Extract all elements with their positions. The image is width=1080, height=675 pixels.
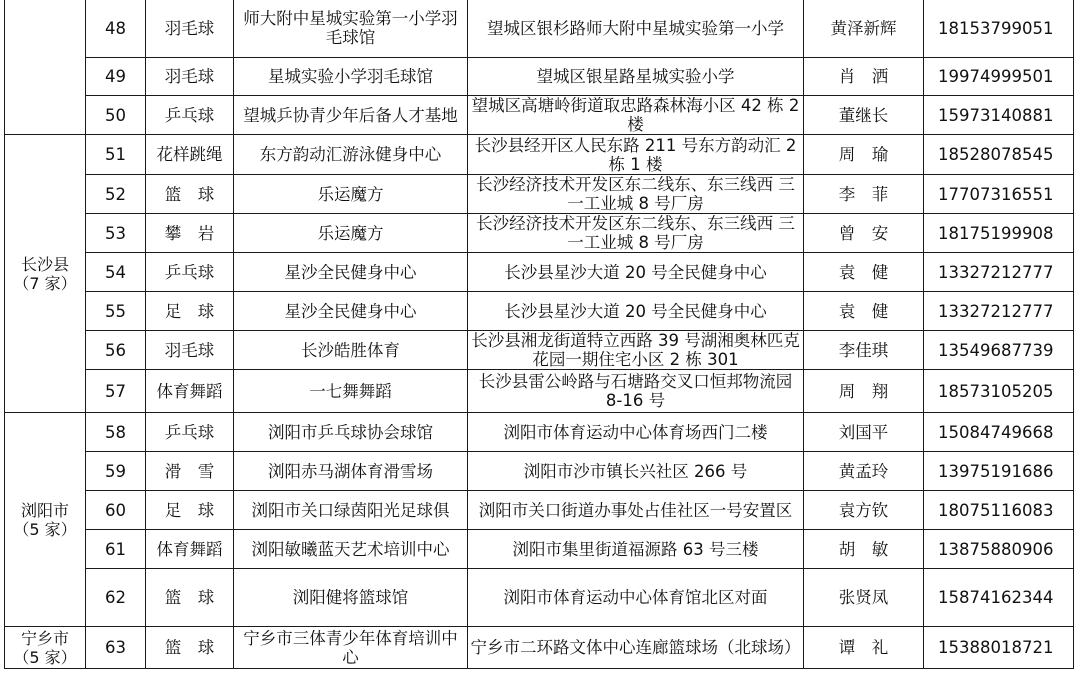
contact-cell: 周 瑜	[804, 135, 924, 175]
phone-cell: 18153799051	[924, 0, 1074, 58]
table-row	[5, 175, 1074, 214]
sport-cell: 乒乓球	[146, 413, 234, 452]
table-row	[5, 530, 1074, 569]
phone-cell: 13549687739	[924, 331, 1074, 370]
row-number: 53	[86, 214, 146, 253]
row-number: 57	[86, 370, 146, 413]
address-cell: 长沙县经开区人民东路 211 号东方韵动汇 2 栋 1 楼	[468, 135, 804, 175]
table-row	[5, 370, 1074, 413]
table-row	[5, 58, 1074, 96]
phone-cell: 19974999501	[924, 58, 1074, 96]
region-cell	[5, 0, 86, 135]
address-cell: 长沙经济技术开发区东二线东、东三线西 三一工业城 8 号厂房	[468, 175, 804, 214]
row-number: 61	[86, 530, 146, 569]
row-number: 62	[86, 569, 146, 627]
table-row	[5, 331, 1074, 370]
contact-cell: 周 翔	[804, 370, 924, 413]
contact-cell: 袁 健	[804, 253, 924, 292]
table-row	[5, 135, 1074, 175]
row-number: 59	[86, 452, 146, 491]
contact-cell: 曾 安	[804, 214, 924, 253]
phone-cell: 17707316551	[924, 175, 1074, 214]
venue-cell: 宁乡市三体青少年体育培训中心	[234, 627, 468, 669]
address-cell: 长沙县星沙大道 20 号全民健身中心	[468, 253, 804, 292]
address-cell: 望城区银杉路师大附中星城实验第一小学	[468, 0, 804, 58]
phone-cell: 13327212777	[924, 253, 1074, 292]
contact-cell: 张贤凤	[804, 569, 924, 627]
sport-cell: 攀 岩	[146, 214, 234, 253]
venue-cell: 星沙全民健身中心	[234, 292, 468, 331]
address-cell: 长沙县湘龙街道特立西路 39 号湖湘奥林匹克花园一期住宅小区 2 栋 301	[468, 331, 804, 370]
address-cell: 长沙县雷公岭路与石塘路交叉口恒邦物流园 8-16 号	[468, 370, 804, 413]
contact-cell: 谭 礼	[804, 627, 924, 669]
sport-cell: 羽毛球	[146, 58, 234, 96]
phone-cell: 15388018721	[924, 627, 1074, 669]
phone-cell: 15084749668	[924, 413, 1074, 452]
venue-cell: 乐运魔方	[234, 175, 468, 214]
sport-cell: 篮 球	[146, 627, 234, 669]
address-cell: 浏阳市集里街道福源路 63 号三楼	[468, 530, 804, 569]
table-row	[5, 214, 1074, 253]
sport-cell: 足 球	[146, 491, 234, 530]
address-cell: 浏阳市沙市镇长兴社区 266 号	[468, 452, 804, 491]
table-row	[5, 452, 1074, 491]
venue-cell: 星沙全民健身中心	[234, 253, 468, 292]
sport-cell: 花样跳绳	[146, 135, 234, 175]
sport-cell: 乒乓球	[146, 253, 234, 292]
venue-cell: 师大附中星城实验第一小学羽毛球馆	[234, 0, 468, 58]
row-number: 50	[86, 96, 146, 135]
venue-cell: 浏阳敏曦蓝天艺术培训中心	[234, 530, 468, 569]
venue-table	[4, 0, 1074, 669]
table-row	[5, 491, 1074, 530]
phone-cell: 13327212777	[924, 292, 1074, 331]
venue-cell: 乐运魔方	[234, 214, 468, 253]
address-cell: 宁乡市二环路文体中心连廊篮球场（北球场）	[468, 627, 804, 669]
venue-table-body	[5, 0, 1074, 669]
table-row	[5, 0, 1074, 58]
address-cell: 浏阳市关口街道办事处占佳社区一号安置区	[468, 491, 804, 530]
contact-cell: 胡 敏	[804, 530, 924, 569]
row-number: 54	[86, 253, 146, 292]
table-row	[5, 413, 1074, 452]
contact-cell: 肖 洒	[804, 58, 924, 96]
phone-cell: 18175199908	[924, 214, 1074, 253]
contact-cell: 袁方钦	[804, 491, 924, 530]
phone-cell: 13875880906	[924, 530, 1074, 569]
contact-cell: 李佳琪	[804, 331, 924, 370]
contact-cell: 黄孟玲	[804, 452, 924, 491]
sport-cell: 体育舞蹈	[146, 370, 234, 413]
row-number: 51	[86, 135, 146, 175]
row-number: 63	[86, 627, 146, 669]
address-cell: 长沙县星沙大道 20 号全民健身中心	[468, 292, 804, 331]
contact-cell: 董继长	[804, 96, 924, 135]
phone-cell: 15874162344	[924, 569, 1074, 627]
venue-cell: 星城实验小学羽毛球馆	[234, 58, 468, 96]
region-cell: 宁乡市 （5 家）	[5, 627, 86, 669]
phone-cell: 18528078545	[924, 135, 1074, 175]
region-cell: 浏阳市 （5 家）	[5, 413, 86, 627]
venue-cell: 浏阳市乒乓球协会球馆	[234, 413, 468, 452]
row-number: 48	[86, 0, 146, 58]
sport-cell: 羽毛球	[146, 0, 234, 58]
phone-cell: 13975191686	[924, 452, 1074, 491]
venue-cell: 浏阳市关口绿茵阳光足球俱	[234, 491, 468, 530]
venue-cell: 浏阳健将篮球馆	[234, 569, 468, 627]
address-cell: 浏阳市体育运动中心体育馆北区对面	[468, 569, 804, 627]
table-row	[5, 96, 1074, 135]
address-cell: 浏阳市体育运动中心体育场西门二楼	[468, 413, 804, 452]
table-row	[5, 292, 1074, 331]
venue-cell: 浏阳赤马湖体育滑雪场	[234, 452, 468, 491]
venue-cell: 长沙皓胜体育	[234, 331, 468, 370]
table-row	[5, 569, 1074, 627]
sport-cell: 羽毛球	[146, 331, 234, 370]
venue-cell: 望城乒协青少年后备人才基地	[234, 96, 468, 135]
sport-cell: 滑 雪	[146, 452, 234, 491]
row-number: 60	[86, 491, 146, 530]
table-row	[5, 627, 1074, 669]
contact-cell: 黄泽新辉	[804, 0, 924, 58]
contact-cell: 袁 健	[804, 292, 924, 331]
row-number: 55	[86, 292, 146, 331]
contact-cell: 刘国平	[804, 413, 924, 452]
sport-cell: 体育舞蹈	[146, 530, 234, 569]
row-number: 52	[86, 175, 146, 214]
row-number: 49	[86, 58, 146, 96]
phone-cell: 18075116083	[924, 491, 1074, 530]
sport-cell: 足 球	[146, 292, 234, 331]
table-row	[5, 253, 1074, 292]
address-cell: 望城区高塘岭街道取忠路森林海小区 42 栋 2 楼	[468, 96, 804, 135]
venue-cell: 一七舞舞蹈	[234, 370, 468, 413]
region-cell: 长沙县 （7 家）	[5, 135, 86, 413]
phone-cell: 15973140881	[924, 96, 1074, 135]
venue-cell: 东方韵动汇游泳健身中心	[234, 135, 468, 175]
row-number: 56	[86, 331, 146, 370]
contact-cell: 李 菲	[804, 175, 924, 214]
address-cell: 长沙经济技术开发区东二线东、东三线西 三一工业城 8 号厂房	[468, 214, 804, 253]
sport-cell: 篮 球	[146, 569, 234, 627]
phone-cell: 18573105205	[924, 370, 1074, 413]
sport-cell: 篮 球	[146, 175, 234, 214]
address-cell: 望城区银星路星城实验小学	[468, 58, 804, 96]
sport-cell: 乒乓球	[146, 96, 234, 135]
row-number: 58	[86, 413, 146, 452]
